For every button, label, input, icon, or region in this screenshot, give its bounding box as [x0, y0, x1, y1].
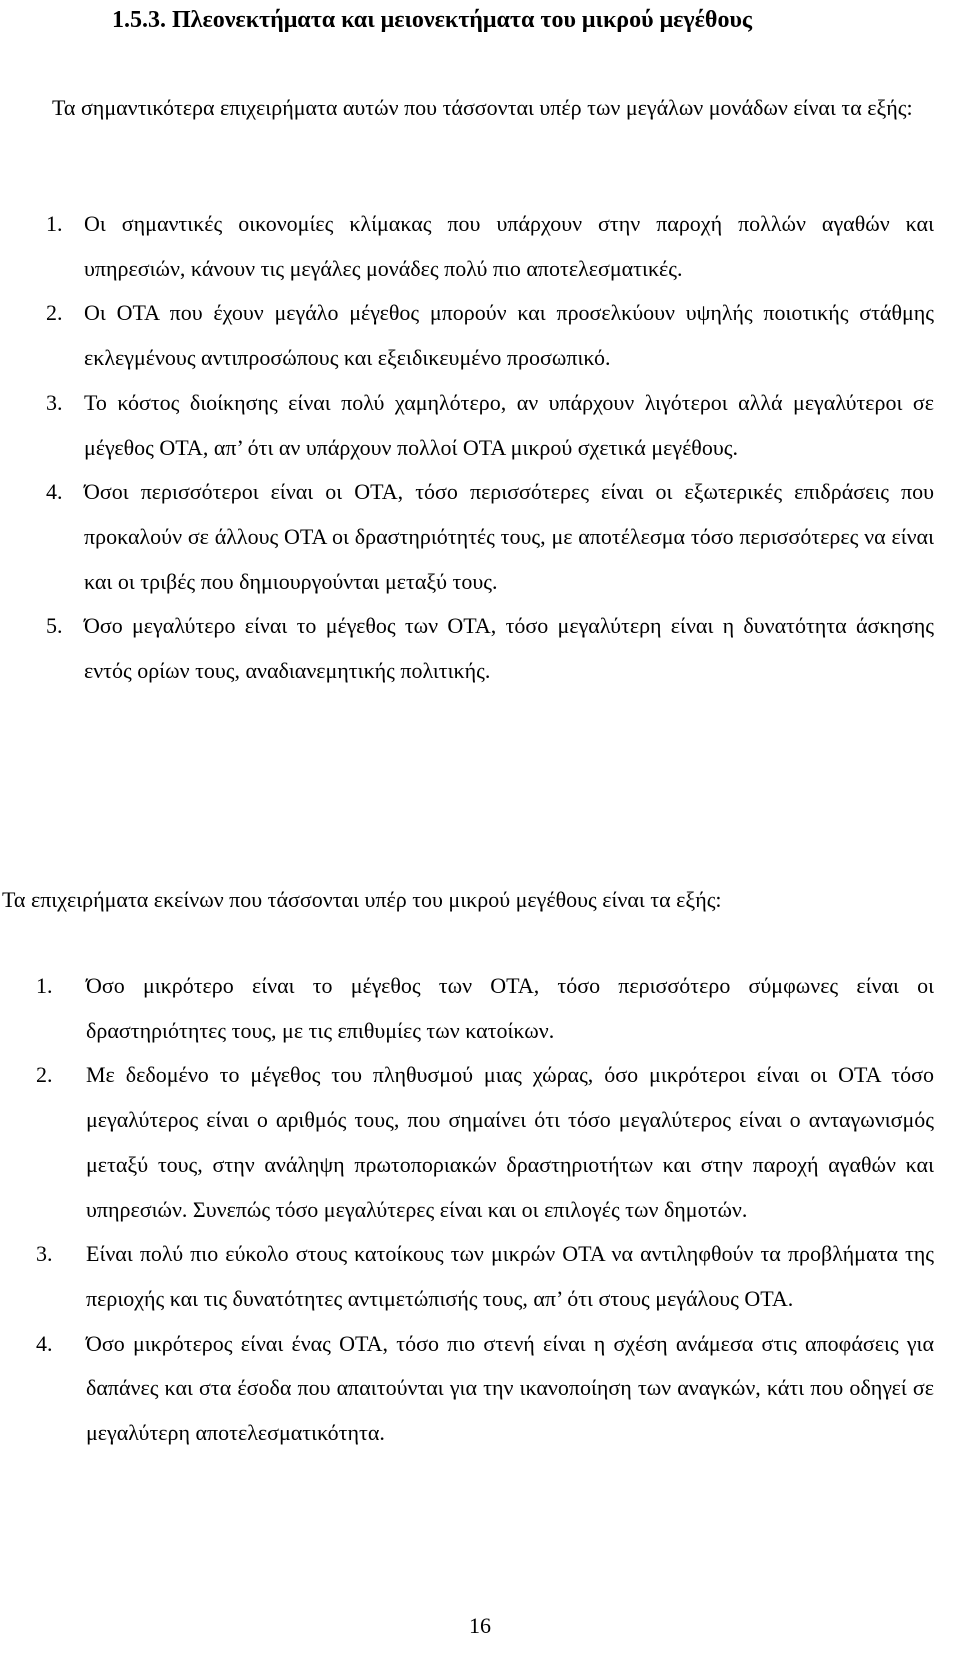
list-item: [46, 381, 934, 470]
item-number: 3.: [46, 389, 63, 415]
item-text: Όσο μεγαλύτερο είναι το μέγεθος των ΟΤΑ, τόσο μεγαλύτερη είναι η δυνατότητα άσκησης εντός ορίων τους, αναδιανεμητικής πολιτικής.: [84, 613, 934, 684]
item-text: Οι ΟΤΑ που έχουν μεγάλο μέγεθος μπορούν και προσελκύουν υψηλής ποιοτικής στάθμης εκλεγμένους αντιπροσώπους και εξειδικευμένο προσωπικό.: [84, 300, 934, 371]
item-text: Είναι πολύ πιο εύκολο στους κατοίκους των μικρών ΟΤΑ να αντιληφθούν τα προβλήματα της περιοχής και τις δυνατότητες αντιμετώπισής τους, απ’ ότι στους μεγάλους ΟΤΑ.: [86, 1241, 934, 1311]
item-text: Οι σημαντικές οικονομίες κλίμακας που υπάρχουν στην παροχή πολλών αγαθών και υπηρεσιών, κάνουν τις μεγάλες μονάδες πολύ πιο αποτελεσματικές.: [84, 211, 934, 281]
item-number: 1.: [46, 211, 63, 236]
list-item: [46, 604, 934, 693]
item-number: 4.: [36, 1330, 53, 1356]
item-number: 4.: [46, 479, 63, 505]
item-text: Όσο μικρότερο είναι το μέγεθος των ΟΤΑ, τόσο περισσότερο σύμφωνες είναι οι δραστηριότητες τους, με τις επιθυμίες των κατοίκων.: [86, 973, 934, 1043]
item-text: Όσο μικρότερος είναι ένας ΟΤΑ, τόσο πιο στενή είναι η σχέση ανάμεσα στις αποφάσεις για δαπάνες και στα έσοδα που απαιτούνται για την ικανοποίηση των αναγκών, κάτι που οδηγεί σε μεγαλύτερη αποτελεσματικότητα.: [86, 1330, 934, 1446]
item-number: 3.: [36, 1241, 53, 1267]
list-item: [36, 1322, 934, 1456]
small-units-arguments-list: [36, 964, 934, 1456]
list-item: [46, 291, 934, 380]
list-item: [36, 1232, 934, 1321]
list-item: [36, 1053, 934, 1232]
item-number: 5.: [46, 613, 63, 639]
item-number: 2.: [46, 300, 63, 326]
list-item: [46, 202, 934, 291]
item-number: 2.: [36, 1062, 53, 1088]
list-item: [36, 964, 934, 1053]
section-heading: 1.5.3. Πλεονεκτήματα και μειονεκτήματα του μικρού μεγέθους: [112, 7, 753, 33]
intro-paragraph: Τα σημαντικότερα επιχειρήματα αυτών που τάσσονται υπέρ των μεγάλων μονάδων είναι τα εξής:: [52, 95, 913, 120]
large-units-arguments-list: [46, 202, 934, 694]
item-text: Όσοι περισσότεροι είναι οι ΟΤΑ, τόσο περισσότερες είναι οι εξωτερικές επιδράσεις που προκαλούν σε άλλους ΟΤΑ οι δραστηριότητές τους, με αποτέλεσμα τόσο περισσότερες να είναι και οι τριβές που δημιουργούνται μεταξύ τους.: [84, 479, 934, 594]
list-item: [46, 470, 934, 604]
small-size-intro: Τα επιχειρήματα εκείνων που τάσσονται υπέρ του μικρού μεγέθους είναι τα εξής:: [2, 887, 722, 912]
page-number: 16: [469, 1613, 491, 1638]
item-text: Με δεδομένο το μέγεθος του πληθυσμού μιας χώρας, όσο μικρότεροι είναι οι ΟΤΑ τόσο μεγαλύτερος είναι ο αριθμός τους, που σημαίνει ότι τόσο μεγαλύτερος είναι ο ανταγωνισμός μεταξύ τους, στην ανάληψη πρωτοποριακών δραστηριοτήτων και στην παροχή αγαθών και υπηρεσιών. Συνεπώς τόσο μεγαλύτερες είναι και οι επιλογές των δημοτών.: [86, 1062, 934, 1222]
item-number: 1.: [36, 973, 53, 998]
item-text: Το κόστος διοίκησης είναι πολύ χαμηλότερο, αν υπάρχουν λιγότεροι αλλά μεγαλύτεροι σε μέγεθος ΟΤΑ, απ’ ότι αν υπάρχουν πολλοί ΟΤΑ μικρού σχετικά μεγέθους.: [84, 389, 934, 460]
